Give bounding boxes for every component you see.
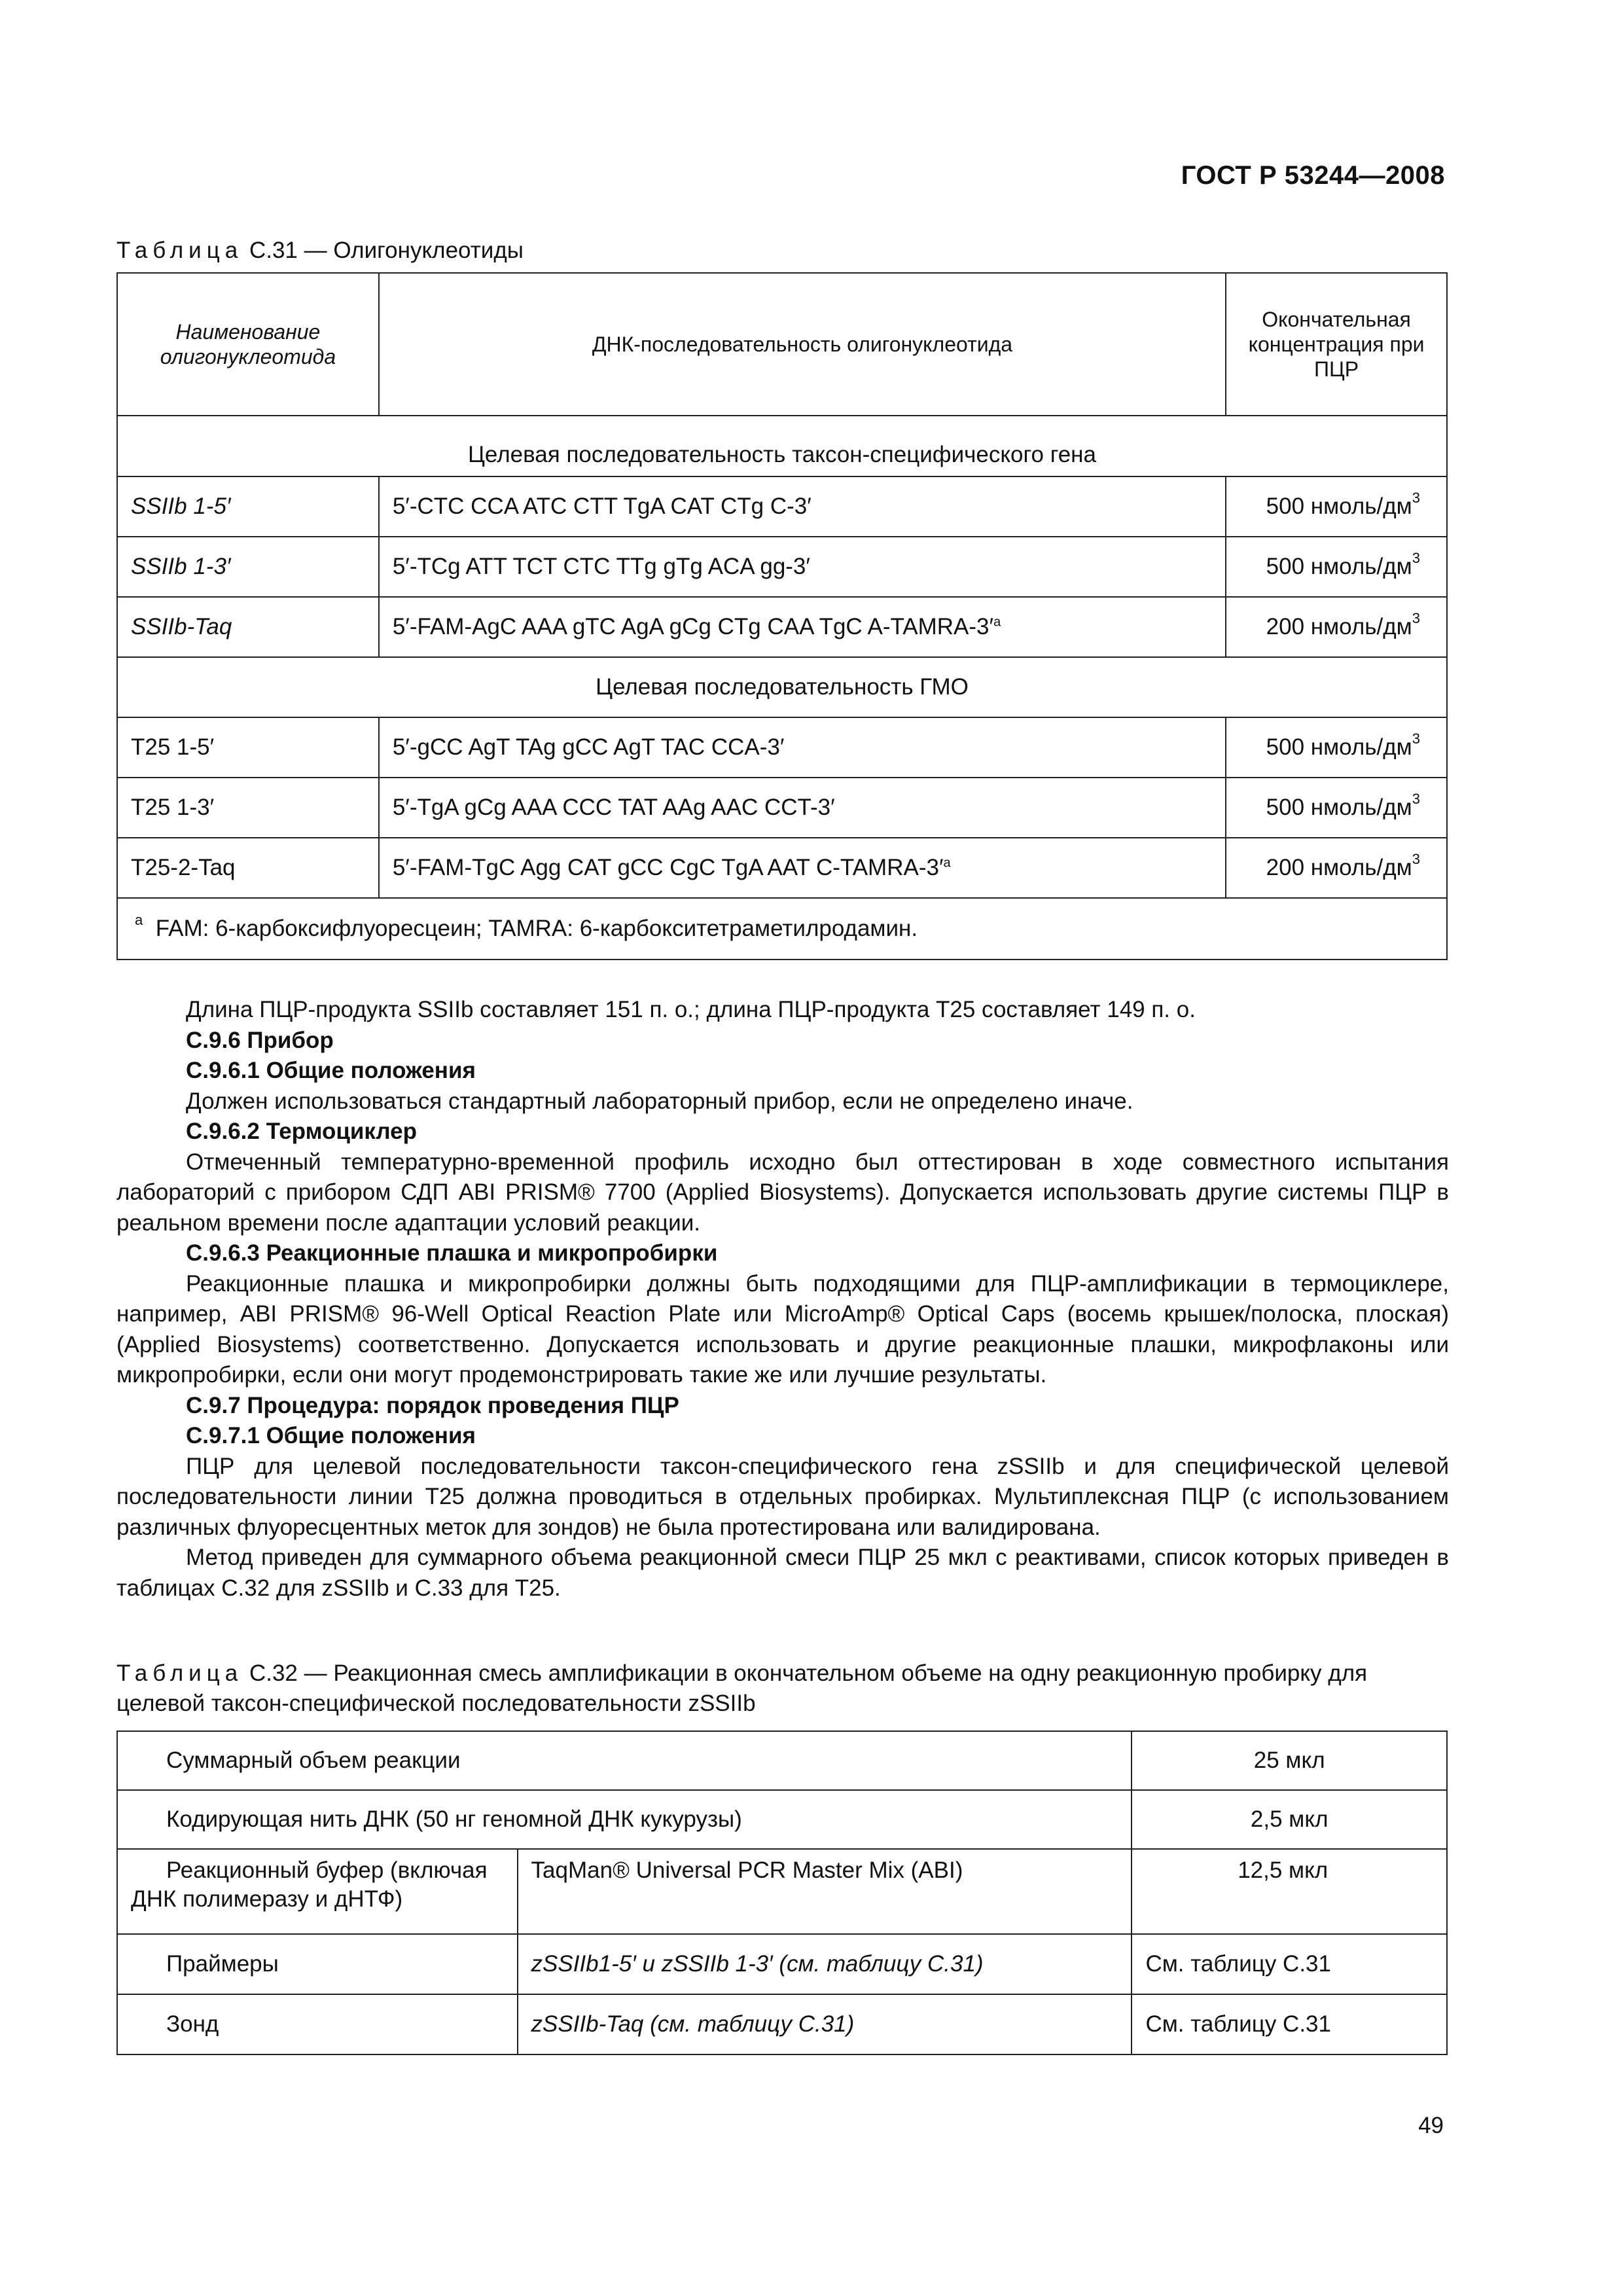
table31-footnote: $^a$ FAM: 6-карбоксифлуоресцеин; TAMRA: 6-карбокситетраметилродамин. bbox=[117, 898, 1447, 960]
oligo-name: SSIIb-Taq bbox=[117, 597, 379, 657]
reaction-value: 2,5 мкл bbox=[1132, 1790, 1447, 1849]
section-heading: С.9.6 Прибор bbox=[186, 1027, 334, 1053]
reaction-value: 25 мкл bbox=[1132, 1731, 1447, 1790]
section-heading: С.9.6.1 Общие положения bbox=[186, 1058, 476, 1083]
table31-caption-number: С.31 bbox=[249, 238, 298, 263]
table-row bbox=[117, 717, 1447, 778]
section-heading: С.9.6.3 Реакционные плашка и микропробирки bbox=[186, 1240, 718, 1266]
table31-section-gmo: Целевая последовательность ГМО bbox=[117, 657, 1447, 717]
reaction-value: См. таблицу С.31 bbox=[1132, 1994, 1447, 2054]
reaction-value: См. таблицу С.31 bbox=[1132, 1934, 1447, 1994]
table-row bbox=[117, 597, 1447, 657]
oligo-sequence: 5′-TCg ATT TCT CTC TTg gTg ACA gg-3′ bbox=[379, 537, 1226, 597]
table32-reaction-mix bbox=[116, 1731, 1448, 2055]
paragraph: Должен использоваться стандартный лабораторный прибор, если не определено иначе. bbox=[186, 1088, 1133, 1114]
paragraph: Реакционные плашка и микропробирки должны быть подходящими для ПЦР-амплификации в термоциклере, например, ABI PRISM® 96-Well Optical Reaction Plate или MicroAmp® Optical Caps (восемь крышек/полоска, плоская) (Applied Biosystems) соответственно. Допускается использовать и другие реакционные плашки, микрофлаконы или микропробирки, если они могут продемонстрировать такие же или лучшие результаты. bbox=[116, 1270, 1449, 1388]
table-row bbox=[117, 1790, 1447, 1849]
reaction-reagent: zSSIIb1-5′ и zSSIIb 1-3′ (см. таблицу С.31) bbox=[518, 1934, 1132, 1994]
reaction-label: Реакционный буфер (включая ДНК полимеразу и дНТФ) bbox=[117, 1849, 518, 1934]
table31-caption-label: Таблица bbox=[116, 238, 243, 263]
paragraph: Длина ПЦР-продукта SSIIb составляет 151 п. о.; длина ПЦР-продукта T25 составляет 149 п. о. bbox=[186, 997, 1196, 1022]
reaction-value: 12,5 мкл bbox=[1132, 1849, 1447, 1934]
table31-header-concentration: Окончательная концентрация при ПЦР bbox=[1226, 273, 1447, 416]
oligo-sequence: 5′-TgA gCg AAA CCC TAT AAg AAC CCT-3′ bbox=[379, 778, 1226, 838]
table31-caption bbox=[116, 236, 1452, 266]
oligo-sequence: 5′-CTC CCA ATC CTT TgA CAT CTg C-3′ bbox=[379, 476, 1226, 537]
table-row bbox=[117, 838, 1447, 898]
reaction-label: Суммарный объем реакции bbox=[117, 1731, 1132, 1790]
oligo-sequence: 5′-FAM-AgC AAA gTC AgA gCg CTg CAA TgC $A-TAMRA-3'^a$ bbox=[379, 597, 1226, 657]
paragraph: Метод приведен для суммарного объема реакционной смеси ПЦР 25 мкл с реактивами, список которых приведен в таблицах С.32 для zSSIIb и С.33 для T25. bbox=[116, 1545, 1449, 1601]
oligo-concentration: 200 нмоль/$дм^3$ bbox=[1226, 838, 1447, 898]
table31-caption-title: — Олигонуклеотиды bbox=[297, 238, 524, 263]
footnote-marker: a bbox=[943, 855, 951, 870]
table-row bbox=[117, 1994, 1447, 2054]
table31-header-separator bbox=[117, 416, 1447, 433]
section-heading: С.9.6.2 Термоциклер bbox=[186, 1119, 417, 1144]
table32-caption bbox=[116, 1659, 1452, 1719]
oligo-sequence: 5′-FAM-TgC Agg CAT gCC CgC TgA AAT $C-TAMRA-3'^a$ bbox=[379, 838, 1226, 898]
oligo-name: SSIIb 1-3′ bbox=[117, 537, 379, 597]
table-row bbox=[117, 476, 1447, 537]
oligo-concentration: 500 нмоль/$дм^3$ bbox=[1226, 717, 1447, 778]
reaction-label: Зонд bbox=[117, 1994, 518, 2054]
section-heading: С.9.7.1 Общие положения bbox=[186, 1423, 476, 1448]
table31-section-row bbox=[117, 433, 1447, 476]
oligo-concentration: 200 нмоль/$дм^3$ bbox=[1226, 597, 1447, 657]
footnote-marker: a bbox=[993, 615, 1001, 630]
reaction-label: Праймеры bbox=[117, 1934, 518, 1994]
document-id: ГОСТ Р 53244—2008 bbox=[1181, 161, 1445, 190]
reaction-reagent: zSSIIb-Taq (см. таблицу С.31) bbox=[518, 1994, 1132, 2054]
reaction-label: Кодирующая нить ДНК (50 нг геномной ДНК кукурузы) bbox=[117, 1790, 1132, 1849]
body-text bbox=[116, 995, 1449, 1604]
oligo-concentration: 500 нмоль/$дм^3$ bbox=[1226, 476, 1447, 537]
table31-section-taxon: Целевая последовательность таксон-специфического гена bbox=[117, 433, 1447, 476]
table31-header-sequence: ДНК-последовательность олигонуклеотида bbox=[379, 273, 1226, 416]
oligo-concentration: 500 нмоль/$дм^3$ bbox=[1226, 778, 1447, 838]
table31-header-row bbox=[117, 273, 1447, 416]
table32-caption-number: С.32 bbox=[249, 1660, 298, 1686]
table-row bbox=[117, 1934, 1447, 1994]
oligo-concentration: 500 нмоль/$дм^3$ bbox=[1226, 537, 1447, 597]
table-row bbox=[117, 537, 1447, 597]
paragraph: ПЦР для целевой последовательности таксон-специфического гена zSSIIb и для специфической целевой последовательности линии T25 должна проводиться в отдельных пробирках. Мультиплексная ПЦР (с использованием различных флуоресцентных меток для зондов) не была протестирована или валидирована. bbox=[116, 1453, 1449, 1540]
paragraph: Отмеченный температурно-временной профиль исходно был оттестирован в ходе совместного испытания лабораторий с прибором СДП ABI PRISM® 7700 (Applied Biosystems). Допускается использовать другие системы ПЦР в реальном времени после адаптации условий реакции. bbox=[116, 1149, 1449, 1236]
table31-oligonucleotides bbox=[116, 272, 1448, 960]
oligo-name: T25 1-5′ bbox=[117, 717, 379, 778]
oligo-name: SSIIb 1-5′ bbox=[117, 476, 379, 537]
table-row bbox=[117, 1731, 1447, 1790]
oligo-name: T25-2-Taq bbox=[117, 838, 379, 898]
table31-footnote-row bbox=[117, 898, 1447, 960]
table-row bbox=[117, 778, 1447, 838]
table32-caption-title: — Реакционная смесь амплификации в окончательном объеме на одну реакционную пробирку для целевой таксон-специфической последовательности zSSIIb bbox=[116, 1660, 1368, 1716]
table32-caption-label: Таблица bbox=[116, 1660, 243, 1686]
table-row bbox=[117, 1849, 1447, 1934]
oligo-sequence: 5′-gCC AgT TAg gCC AgT TAC CCA-3′ bbox=[379, 717, 1226, 778]
oligo-name: T25 1-3′ bbox=[117, 778, 379, 838]
table31-section-row bbox=[117, 657, 1447, 717]
section-heading: С.9.7 Процедура: порядок проведения ПЦР bbox=[186, 1392, 679, 1418]
page-number: 49 bbox=[1418, 2113, 1444, 2138]
reaction-reagent: TaqMan® Universal PCR Master Mix (ABI) bbox=[518, 1849, 1132, 1934]
table31-header-name: Наименование олигонуклеотида bbox=[117, 273, 379, 416]
